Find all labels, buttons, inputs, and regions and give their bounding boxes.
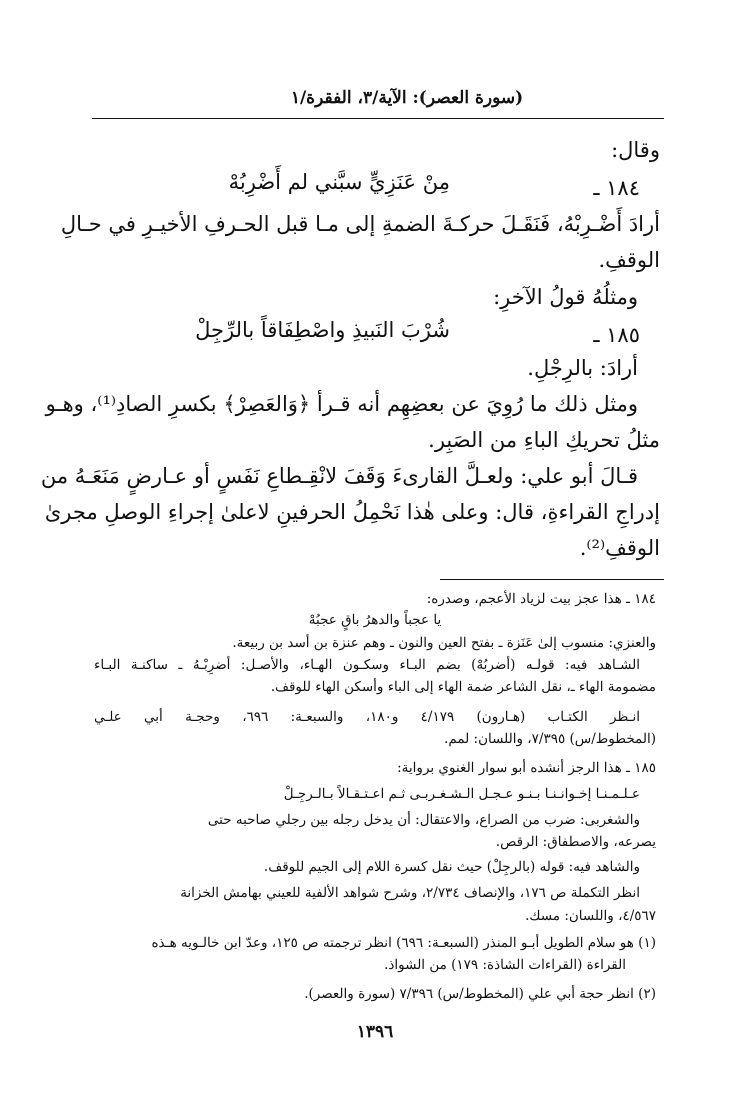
body-line: مثلُ تحريكِ الباءِ من الصَبِر. [428, 428, 660, 452]
footnote-line: (١) هو سلام الطويل أبـو المنذر (السبعـة: ٦٩٦) انظر ترجمته ص ١٢٥، وعدّ ابن خالـويه هـذه [151, 935, 656, 951]
footnote-line: (المخطوط/س) ٧/٣٩٥، واللسان: لمم. [444, 731, 656, 747]
footnote-verse: يا عجباً والدهرُ باقٍ عجبُهْ [308, 612, 442, 628]
footnote-line: ١٨٤ ـ هذا عجز بيت لزياد الأعجم، وصدره: [426, 591, 656, 607]
footnote-line: يصرعه، والاصطفاق: الرقص. [495, 834, 656, 850]
footnote-line: انظر التكملة ص ١٧٦، والإنصاف ٢/٧٣٤، وشرح شواهد الألفية للعيني بهامش الخزانة [180, 885, 640, 901]
footnote-verse: عـلـمـنـا إخـوانـنـا بـنـو عـجـل الـشـغـربـى ثـم اعـتـقـالاً بـالـرجِـلْ [283, 786, 640, 802]
verse-number: ١٨٥ ـ [593, 323, 640, 347]
header-divider [92, 118, 664, 119]
body-line: قـالَ أبو علي: ولعـلَّ القارىءَ وَقَفَ لانْقِـطاعِ نَفَسٍ أو عـارضٍ مَنَعَـهُ من [40, 464, 638, 488]
footnote-line: القراءة (القراءات الشاذة: ١٧٩) من الشواذ. [384, 957, 626, 973]
verse-text: شُرْبَ النَبيذِ واصْطِفَاقاً بالرِّجِلْ [195, 318, 450, 342]
footnote-divider [440, 579, 664, 580]
body-line: أرادَ: بالرِجْلِ. [527, 356, 638, 380]
footnote-line: والشاهد فيه: قوله (بالرجِلْ) حيث نقل كسرة اللام إلى الجيم للوقف. [263, 859, 640, 875]
footnote-line: (٢) انظر حجة أبي علي (المخطوط/س) ٧/٣٩٦ (سورة والعصر). [304, 986, 656, 1002]
body-line: ومثل ذلك ما رُوِيَ عن بعضِهِم أنه قـرأ ﴿وَالعَصِرْ﴾ بكسرِ الصادِ⁽¹⁾، وهـو [45, 392, 638, 416]
footnote-line: والعنزي: منسوب إلىٰ عَنَزة ـ بفتح العين والنون ـ وهم عنزة بن أسد بن ربيعة. [232, 635, 656, 651]
body-line: وقال: [611, 138, 660, 162]
body-line: إدراجِ القراءةِ، قال: وعلى هٰذا نَحْمِلُ الحرفينِ لاعلىٰ إجراءِ الوصلِ مجرىٰ [44, 500, 660, 524]
page-number: ١٣٩٦ [356, 1022, 394, 1042]
footnote-line: انـظر الكتـاب (هـارون) ٤/١٧٩ و١٨٠، والسبعـة: ٦٩٦، وحجـة أبي علـي [94, 709, 640, 725]
footnote-line: مضمومة الهاء ـ، نقل الشاعر ضمة الهاء إلى الباء وأسكن الهاء للوقف. [270, 679, 656, 695]
footnote-line: ١٨٥ ـ هذا الرجز أنشده أبو سوار الغنوي برواية: [397, 760, 656, 776]
verse-text: مِنْ عَنَزِيٍّ سبَّني لم أَضْرِبُهْ [228, 170, 450, 194]
body-line: أرادَ أَضْـرِبْهُ، فَنَقَـلَ حركـةَ الضمةِ إلى مـا قبل الحـرفِ الأخيـرِ في حـالِ [60, 212, 660, 236]
body-line: الوقفِ⁽²⁾. [579, 536, 660, 560]
footnote-line: ٤/٥٦٧، واللسان: مسك. [525, 908, 656, 924]
body-line: ومثلُهُ قولُ الآخرِ: [493, 285, 638, 309]
running-header: (سورة العصر): الآية/٣، الفقرة/١ [290, 88, 524, 108]
body-line: الوقفِ. [598, 248, 660, 272]
footnote-line: والشغربى: ضرب من الصراع، والاعتقال: أن يدخل رجله بين رجلي صاحبه حتى [207, 812, 640, 828]
footnote-line: الشـاهد فيه: قولـه (أضربُهْ) بضم البـاء وسكـون الهـاء، والأصـل: أضرِبْـهُ ـ ساكنـة البـاء [94, 657, 640, 673]
verse-number: ١٨٤ ـ [593, 176, 640, 200]
